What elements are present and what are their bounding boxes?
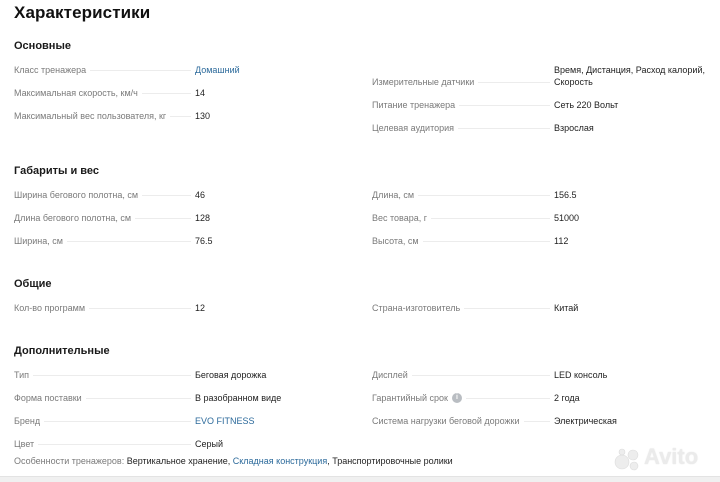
feature-item: Вертикальное хранение, (126, 456, 231, 466)
info-icon[interactable]: i (452, 393, 462, 403)
leader-line (458, 128, 550, 129)
leader-line (44, 421, 191, 422)
leader-line (142, 195, 191, 196)
features-line (14, 456, 453, 466)
spec-row-type (14, 369, 267, 381)
spec-value: Китай (554, 303, 579, 313)
spec-label: Цвет (14, 439, 35, 449)
spec-value: 51000 (554, 213, 580, 223)
leader-line (524, 421, 550, 422)
leader-line (135, 218, 191, 219)
spec-value-sensors (554, 64, 720, 88)
leader-line (90, 70, 191, 71)
spec-label: Кол-во программ (14, 303, 86, 313)
bottom-divider (0, 476, 720, 482)
spec-row-width (14, 235, 213, 247)
leader-line (423, 241, 550, 242)
spec-label: Длина, см (372, 190, 415, 200)
spec-row-belt-length (14, 212, 211, 224)
spec-label: Гарантийный срок (372, 393, 448, 403)
leader-line (464, 308, 550, 309)
section-title-dimensions: Габариты и вес (14, 165, 99, 177)
spec-row-height (372, 235, 569, 247)
leader-line (67, 241, 191, 242)
spec-value: 112 (554, 236, 569, 246)
spec-row-delivery (14, 392, 282, 404)
leader-line (86, 398, 191, 399)
feature-item-link[interactable]: Складная конструкция (232, 456, 328, 466)
spec-label: Дисплей (372, 370, 408, 380)
spec-value: 76.5 (195, 236, 213, 246)
spec-label-wrap (372, 392, 462, 404)
spec-value: 156.5 (554, 190, 577, 200)
spec-label: Форма поставки (14, 393, 82, 403)
spec-value: В разобранном виде (195, 393, 282, 403)
spec-row-warranty (372, 392, 580, 404)
spec-label: Высота, см (372, 236, 419, 246)
features-label: Особенности тренажеров: (14, 456, 125, 466)
spec-row-max-weight (14, 110, 211, 122)
watermark: Avito (644, 444, 699, 469)
spec-value-link[interactable]: EVO FITNESS (195, 416, 255, 426)
spec-label: Максимальная скорость, км/ч (14, 88, 138, 98)
spec-row-brand (14, 415, 255, 427)
spec-value: Серый (195, 439, 224, 449)
leader-line (142, 93, 191, 94)
spec-label: Система нагрузки беговой дорожки (372, 416, 520, 426)
spec-label: Бренд (14, 416, 41, 426)
spec-value-link[interactable]: Домашний (195, 65, 240, 75)
feature-item: , Транспортировочные ролики (327, 456, 453, 466)
spec-row-class (14, 64, 240, 76)
spec-row-display (372, 369, 608, 381)
spec-label: Целевая аудитория (372, 123, 454, 133)
spec-value: LED консоль (554, 370, 608, 380)
spec-label: Класс тренажера (14, 65, 87, 75)
leader-line (466, 398, 550, 399)
spec-row-max-speed (14, 87, 206, 99)
leader-line (33, 375, 191, 376)
leader-line (170, 116, 191, 117)
leader-line (431, 218, 550, 219)
spec-row-load-system (372, 415, 617, 427)
spec-label: Длина беговогo полотна, см (14, 213, 132, 223)
spec-value: 12 (195, 303, 206, 313)
spec-label: Вес товара, г (372, 213, 428, 223)
spec-value: Взрослая (554, 123, 594, 133)
leader-line (418, 195, 550, 196)
spec-row-audience (372, 122, 594, 134)
spec-row-power (372, 99, 619, 111)
leader-line (459, 105, 550, 106)
spec-value: Сеть 220 Вольт (554, 100, 619, 110)
leader-line (412, 375, 550, 376)
page-title: Характеристики (14, 3, 151, 22)
spec-row-programs (14, 302, 206, 314)
leader-line (38, 444, 191, 445)
spec-value: 2 года (554, 393, 580, 403)
spec-row-sensors (372, 76, 554, 88)
spec-value: 14 (195, 88, 206, 98)
spec-label: Измерительные датчики (372, 77, 475, 87)
section-title-main: Основные (14, 40, 71, 52)
leader-line (478, 82, 550, 83)
avito-logo-icon (614, 447, 642, 471)
leader-line (89, 308, 191, 309)
spec-value: Электрическая (554, 416, 617, 426)
spec-label: Питание тренажера (372, 100, 456, 110)
spec-value-line: Время, Дистанция, Расход калорий, (554, 65, 705, 75)
spec-label: Страна-изготовитель (372, 303, 461, 313)
spec-value: 46 (195, 190, 206, 200)
spec-value: 128 (195, 213, 211, 223)
section-title-general: Общие (14, 278, 52, 290)
spec-label: Ширина беговогo полотна, см (14, 190, 139, 200)
spec-row-length (372, 189, 577, 201)
spec-value: Беговая дорожка (195, 370, 267, 380)
spec-row-weight (372, 212, 580, 224)
spec-value-line: Скорость (554, 77, 593, 87)
spec-label: Ширина, см (14, 236, 63, 246)
spec-row-color (14, 438, 224, 450)
spec-value: 130 (195, 111, 211, 121)
spec-label: Максимальный вес пользователя, кг (14, 111, 167, 121)
section-title-additional: Дополнительные (14, 345, 110, 357)
spec-row-belt-width (14, 189, 206, 201)
spec-label: Тип (14, 370, 30, 380)
spec-row-country (372, 302, 579, 314)
